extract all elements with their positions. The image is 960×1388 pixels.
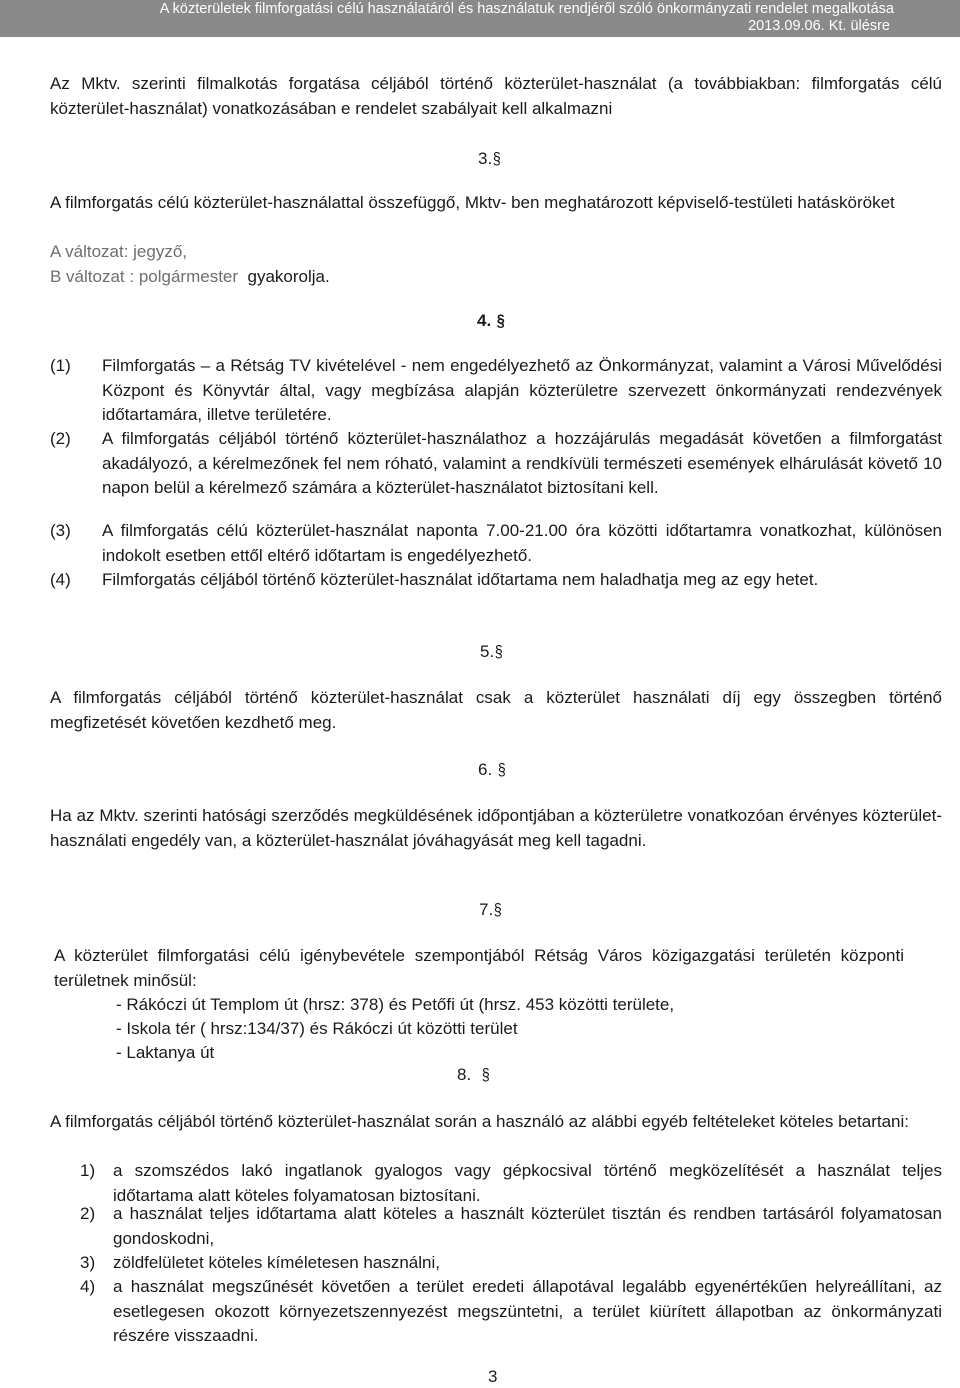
section-3-variant-b-line (50, 265, 942, 290)
section-sign: § (493, 900, 502, 919)
section-7-heading: 7.§ (479, 898, 503, 922)
section-4-item-1: (1) Filmforgatás – a Rétság TV kivételével - nem engedélyezhető az Önkormányzat, valamint a Városi Művelődési Központ és Könyvtár által, vagy megbízása alapján közterületre szervezett önkormányzati rendezvények időtartamára, illetve területére. (50, 356, 942, 424)
section-sign: § (492, 149, 501, 168)
section-8-heading: 8. § (457, 1063, 490, 1087)
section-8-item-4: 4) a használat megszűnését követően a terület eredeti állapotával legalább egyenértékűen helyreállítani, az esetlegesen okozott környezetszennyezést megszüntetni, a terület kiürített állapotban az önkormányzati részére visszaadni. (80, 1277, 942, 1345)
section-7-text: A közterület filmforgatási célú igénybevétele szempontjából Rétság Város közigazgatási területén központi területnek minősül: (54, 946, 904, 990)
section-sign: § (481, 1065, 490, 1084)
section-5-heading: 5.§ (480, 640, 504, 664)
section-sign: § (496, 311, 505, 330)
intro-paragraph: Az Mktv. szerinti filmalkotás forgatása céljából történő közterület-használat (a továbbiakban: filmforgatás célú közterület-használat) vonatkozásában e rendelet szabályait kell alkalmazni (50, 74, 942, 118)
central-area-item: - Rákóczi út Templom út (hrsz: 378) és Petőfi út (hrsz. 453 közötti területe, (116, 995, 675, 1014)
document-header (0, 0, 960, 37)
central-area-item: - Laktanya út (116, 1043, 215, 1062)
section-3-text: A filmforgatás célú közterület-használattal összefüggő, Mktv- ben meghatározott képviselő-testületi hatásköröket (50, 193, 895, 212)
page-number: 3 (488, 1367, 498, 1386)
section-8-item-3: 3) zöldfelületet köteles kíméletesen használni, (80, 1253, 440, 1272)
section-4-item-3: (3) A filmforgatás célú közterület-használat naponta 7.00-21.00 óra közötti időtartamra vonatkozhat, különösen indokolt esetben ettől eltérő időtartam is engedélyezhető. (50, 521, 942, 565)
section-6-text: Ha az Mktv. szerinti hatósági szerződés megküldésének időpontjában a közterületre vonatkozóan érvényes közterület-használati engedély van, a közterület-használat jóváhagyását meg kell tagadni. (50, 806, 942, 850)
section-3-variant-b: B változat : polgármester (50, 267, 239, 286)
section-4-item-2: (2) A filmforgatás céljából történő közterület-használathoz a hozzájárulás megadását követően a filmforgatást akadályozó, a kérelmezőnek fel nem róható, valamint a rendkívüli természeti események elhárulását követő 10 napon belül a kérelmező számára a közterület-használatot biztosítani kell. (50, 429, 942, 497)
section-sign: § (497, 760, 506, 779)
section-3-variant-a: A változat: jegyző, (50, 242, 188, 261)
section-3-tail: gyakorolja. (247, 267, 330, 286)
section-sign: § (494, 642, 503, 661)
central-area-item: - Iskola tér ( hrsz:134/37) és Rákóczi út közötti terület (116, 1019, 518, 1038)
section-5-text: A filmforgatás céljából történő közterület-használat csak a közterület használati díj egy összegben történő megfizetését követően kezdhető meg. (50, 688, 942, 732)
section-8-item-2: 2) a használat teljes időtartama alatt köteles a használt közterület tisztán és rendben tartásáról folyamatosan gondoskodni, (80, 1204, 942, 1248)
section-6-heading: 6. § (478, 758, 506, 782)
section-4-item-4: (4) Filmforgatás céljából történő közterület-használat időtartama nem haladhatja meg az egy hetet. (50, 570, 819, 589)
section-8-item-1: 1) a szomszédos lakó ingatlanok gyalogos vagy gépkocsival történő megközelítését a használat teljes időtartama alatt köteles folyamatosan biztosítani. (80, 1161, 942, 1205)
section-4-heading: 4. § (477, 309, 505, 333)
section-8-text: A filmforgatás céljából történő közterület-használat során a használó az alábbi egyéb feltételeket köteles betartani: (50, 1112, 910, 1131)
header-title: A közterületek filmforgatási célú használatáról és használatuk rendjéről szóló önkormányzati rendelet megalkotása (159, 1, 894, 17)
header-meeting-date: 2013.09.06. Kt. ülésre (748, 18, 890, 34)
section-3-heading: 3.§ (478, 147, 502, 171)
